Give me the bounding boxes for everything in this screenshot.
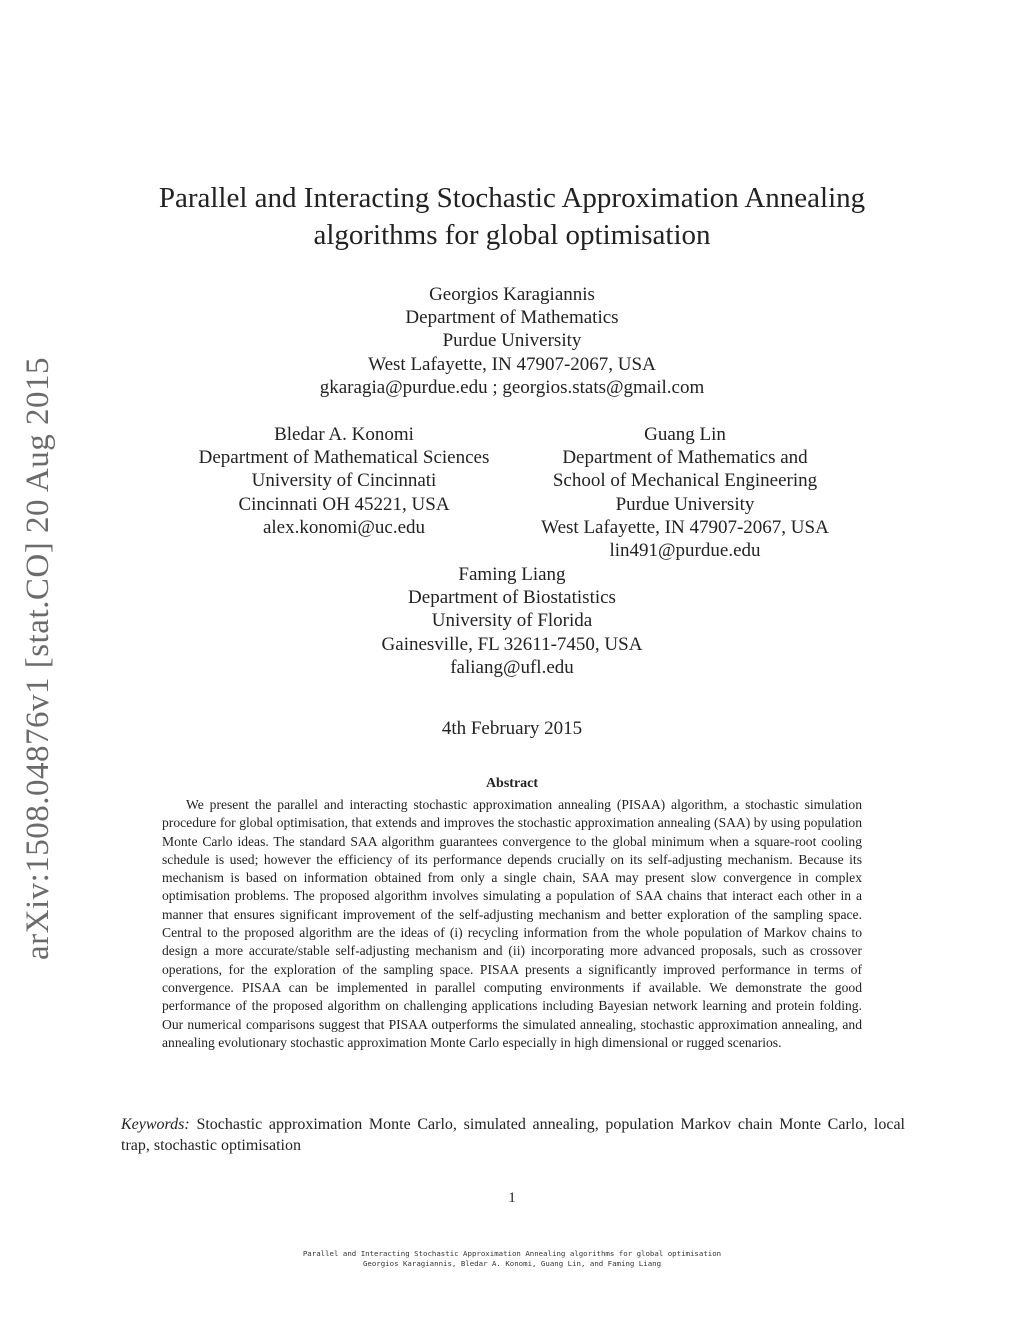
author-department-2: School of Mechanical Engineering bbox=[552, 470, 818, 492]
author-email: faliang@ufl.edu bbox=[450, 656, 574, 678]
paper-title bbox=[100, 180, 924, 254]
author-email: gkaragia@purdue.edu ; georgios.stats@gmail.com bbox=[319, 376, 705, 398]
author-address: Gainesville, FL 32611-7450, USA bbox=[381, 633, 643, 655]
author-email: lin491@purdue.edu bbox=[609, 540, 761, 562]
author-department: Department of Mathematics bbox=[405, 307, 619, 329]
running-footer bbox=[162, 1249, 862, 1269]
author-department: Department of Biostatistics bbox=[408, 587, 616, 609]
footer-title-line: Parallel and Interacting Stochastic Approximation Annealing algorithms for global optimisation bbox=[302, 1249, 722, 1258]
author-department: Department of Mathematics and bbox=[562, 447, 808, 469]
author-block-karagiannis bbox=[262, 283, 762, 399]
author-address: Cincinnati OH 45221, USA bbox=[238, 493, 450, 515]
paper-date: 4th February 2015 bbox=[441, 718, 583, 739]
arxiv-identifier-stamp: arXiv:1508.04876v1 [stat.CO] 20 Aug 2015 bbox=[20, 357, 56, 960]
title-line-2: algorithms for global optimisation bbox=[313, 219, 711, 251]
author-address: West Lafayette, IN 47907-2067, USA bbox=[368, 353, 656, 375]
author-institution: Purdue University bbox=[615, 493, 755, 515]
keywords-label: Keywords: bbox=[121, 1116, 190, 1133]
author-address: West Lafayette, IN 47907-2067, USA bbox=[541, 516, 829, 538]
title-line-1: Parallel and Interacting Stochastic Approximation Annealing bbox=[158, 182, 866, 214]
author-institution: University of Cincinnati bbox=[251, 470, 437, 492]
author-department: Department of Mathematical Sciences bbox=[198, 447, 490, 469]
page-number: 1 bbox=[508, 1190, 516, 1206]
footer-authors-line: Georgios Karagiannis, Bledar A. Konomi, Guang Lin, and Faming Liang bbox=[362, 1259, 662, 1268]
author-name: Bledar A. Konomi bbox=[274, 424, 414, 445]
author-name: Faming Liang bbox=[458, 564, 566, 585]
author-name: Guang Lin bbox=[644, 424, 726, 445]
author-institution: University of Florida bbox=[431, 610, 593, 632]
author-institution: Purdue University bbox=[442, 330, 582, 352]
author-block-konomi bbox=[154, 423, 534, 539]
keywords-paragraph bbox=[121, 1115, 905, 1156]
author-email: alex.konomi@uc.edu bbox=[262, 516, 426, 538]
abstract-text: We present the parallel and interacting stochastic approximation annealing (PISAA) algorithm, a stochastic simulation procedure for global optimisation, that extends and improves the stochastic approximation annealing (SAA) by using population Monte Carlo ideas. The standard SAA algorithm guarantees convergence to the global minimum when a square-root cooling schedule is used; however the efficiency of its performance depends crucially on its self-adjusting mechanism. Because its mechanism is based on information obtained from only a single chain, SAA may present slow convergence in complex optimisation problems. The proposed algorithm involves simulating a population of SAA chains that interact each other in a manner that ensures significant improvement of the self-adjusting mechanism and better exploration of the sampling space. Central to the proposed algorithm are the ideas of (i) recycling information from the whole population of Markov chains to design a more accurate/stable self-adjusting mechanism and (ii) incorporating more advanced proposals, such as crossover operations, for the exploration of the sampling space. PISAA presents a significantly improved performance in terms of convergence. PISAA can be implemented in parallel computing environments if available. We demonstrate the good performance of the proposed algorithm on challenging applications including Bayesian network learning and protein folding. Our numerical comparisons suggest that PISAA outperforms the simulated annealing, stochastic approximation annealing, and annealing evolutionary stochastic approximation Monte Carlo especially in high dimensional or rugged scenarios. bbox=[162, 797, 862, 1050]
author-name: Georgios Karagiannis bbox=[429, 284, 595, 305]
author-block-lin bbox=[504, 423, 866, 562]
author-block-liang bbox=[312, 563, 712, 679]
keywords-text: Stochastic approximation Monte Carlo, simulated annealing, population Markov chain Monte Carlo, local trap, stochastic optimisation bbox=[121, 1116, 906, 1154]
abstract-heading: Abstract bbox=[485, 776, 539, 791]
